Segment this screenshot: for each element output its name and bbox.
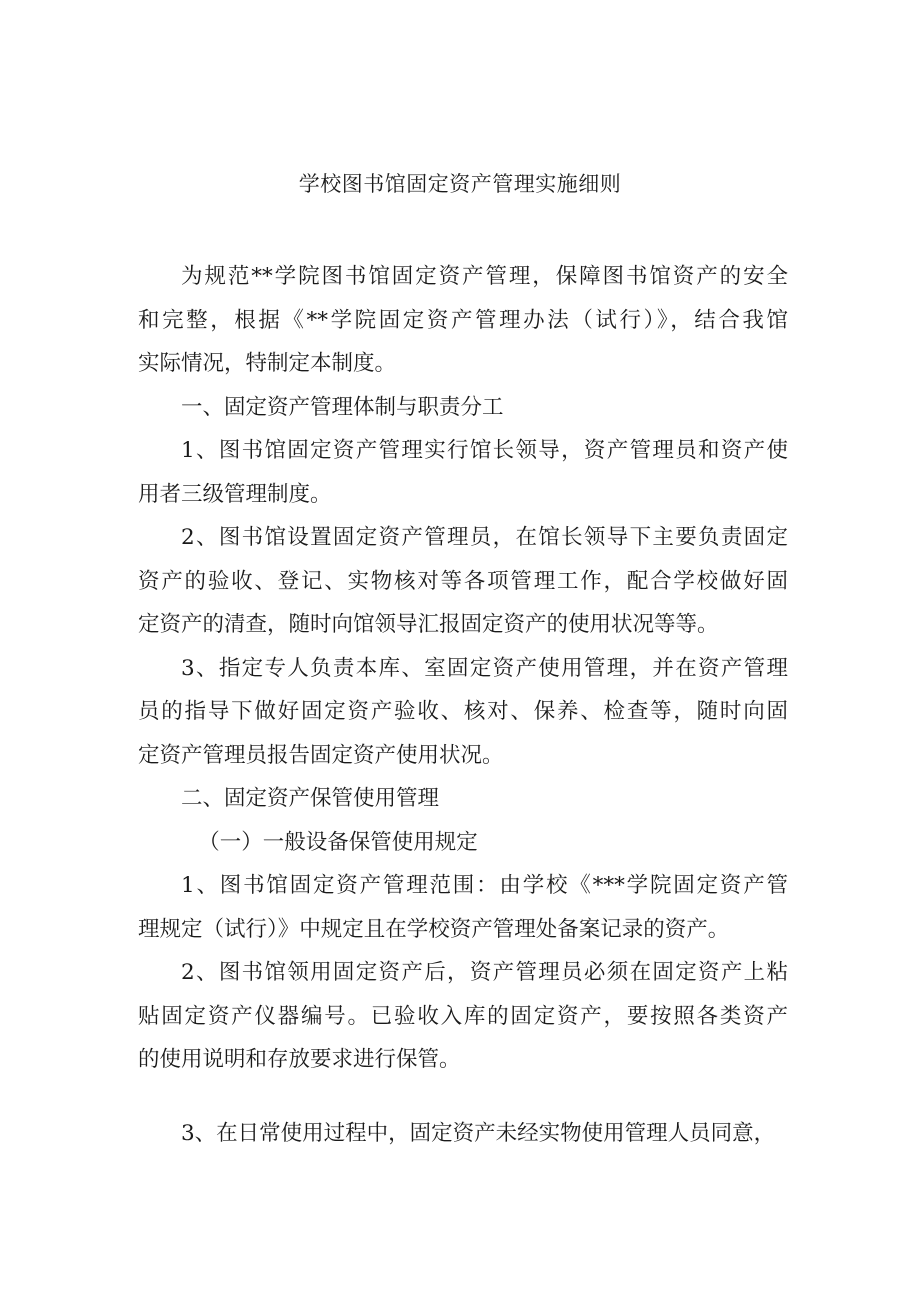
paragraph-item-1-2 — [138, 516, 788, 647]
text-line: 实际情况，特制定本制度。 — [138, 351, 397, 376]
text-line: 一、固定资产管理体制与职责分工 — [181, 394, 504, 420]
text-line: 理规定（试行）》中规定且在学校资产管理处备案记录的资产。 — [138, 916, 730, 942]
paragraph-item-2-1 — [138, 864, 788, 951]
text-line: 1、图书馆固定资产管理范围：由学校《***学院固定资产管 — [181, 873, 788, 898]
text-line: 的使用说明和存放要求进行保管。 — [138, 1047, 461, 1072]
document-body — [138, 255, 788, 1155]
text-line: 1、图书馆固定资产管理实行馆长领导，资产管理员和资产使 — [181, 438, 788, 463]
paragraph-item-2-3 — [138, 1112, 788, 1156]
section-heading-2 — [138, 777, 788, 821]
paragraph-item-2-2 — [138, 951, 788, 1082]
text-line: 贴固定资产仪器编号。已验收入库的固定资产，要按照各类资产 — [138, 1003, 788, 1029]
document-title: 学校图书馆固定资产管理实施细则 — [298, 172, 622, 196]
text-line: 定资产的清查，随时向馆领导汇报固定资产的使用状况等等。 — [138, 612, 719, 637]
text-line: 3、在日常使用过程中，固定资产未经实物使用管理人员同意， — [181, 1120, 776, 1146]
text-line: （一）一般设备保管使用规定 — [198, 829, 478, 855]
text-line: 员的指导下做好固定资产验收、核对、保养、检查等，随时向固 — [138, 699, 788, 724]
text-line: 3、指定专人负责本库、室固定资产使用管理，并在资产管理 — [181, 655, 788, 681]
paragraph-intro — [138, 255, 788, 386]
text-line: 二、固定资产保管使用管理 — [181, 786, 440, 811]
text-line: 和完整，根据《**学院固定资产管理办法（试行）》，结合我馆 — [138, 307, 788, 333]
text-line: 定资产管理员报告固定资产使用状况。 — [138, 742, 504, 768]
paragraph-item-1-1 — [138, 429, 788, 516]
text-line: 为规范**学院图书馆固定资产管理，保障图书馆资产的安全 — [181, 264, 788, 289]
text-line: 用者三级管理制度。 — [138, 481, 332, 507]
text-line: 2、图书馆领用固定资产后，资产管理员必须在固定资产上粘 — [181, 960, 788, 985]
paragraph-item-1-3 — [138, 647, 788, 778]
subsection-heading — [138, 821, 788, 865]
text-line: 2、图书馆设置固定资产管理员，在馆长领导下主要负责固定 — [181, 525, 788, 550]
text-line: 资产的验收、登记、实物核对等各项管理工作，配合学校做好固 — [138, 568, 788, 594]
section-heading-1 — [138, 386, 788, 430]
